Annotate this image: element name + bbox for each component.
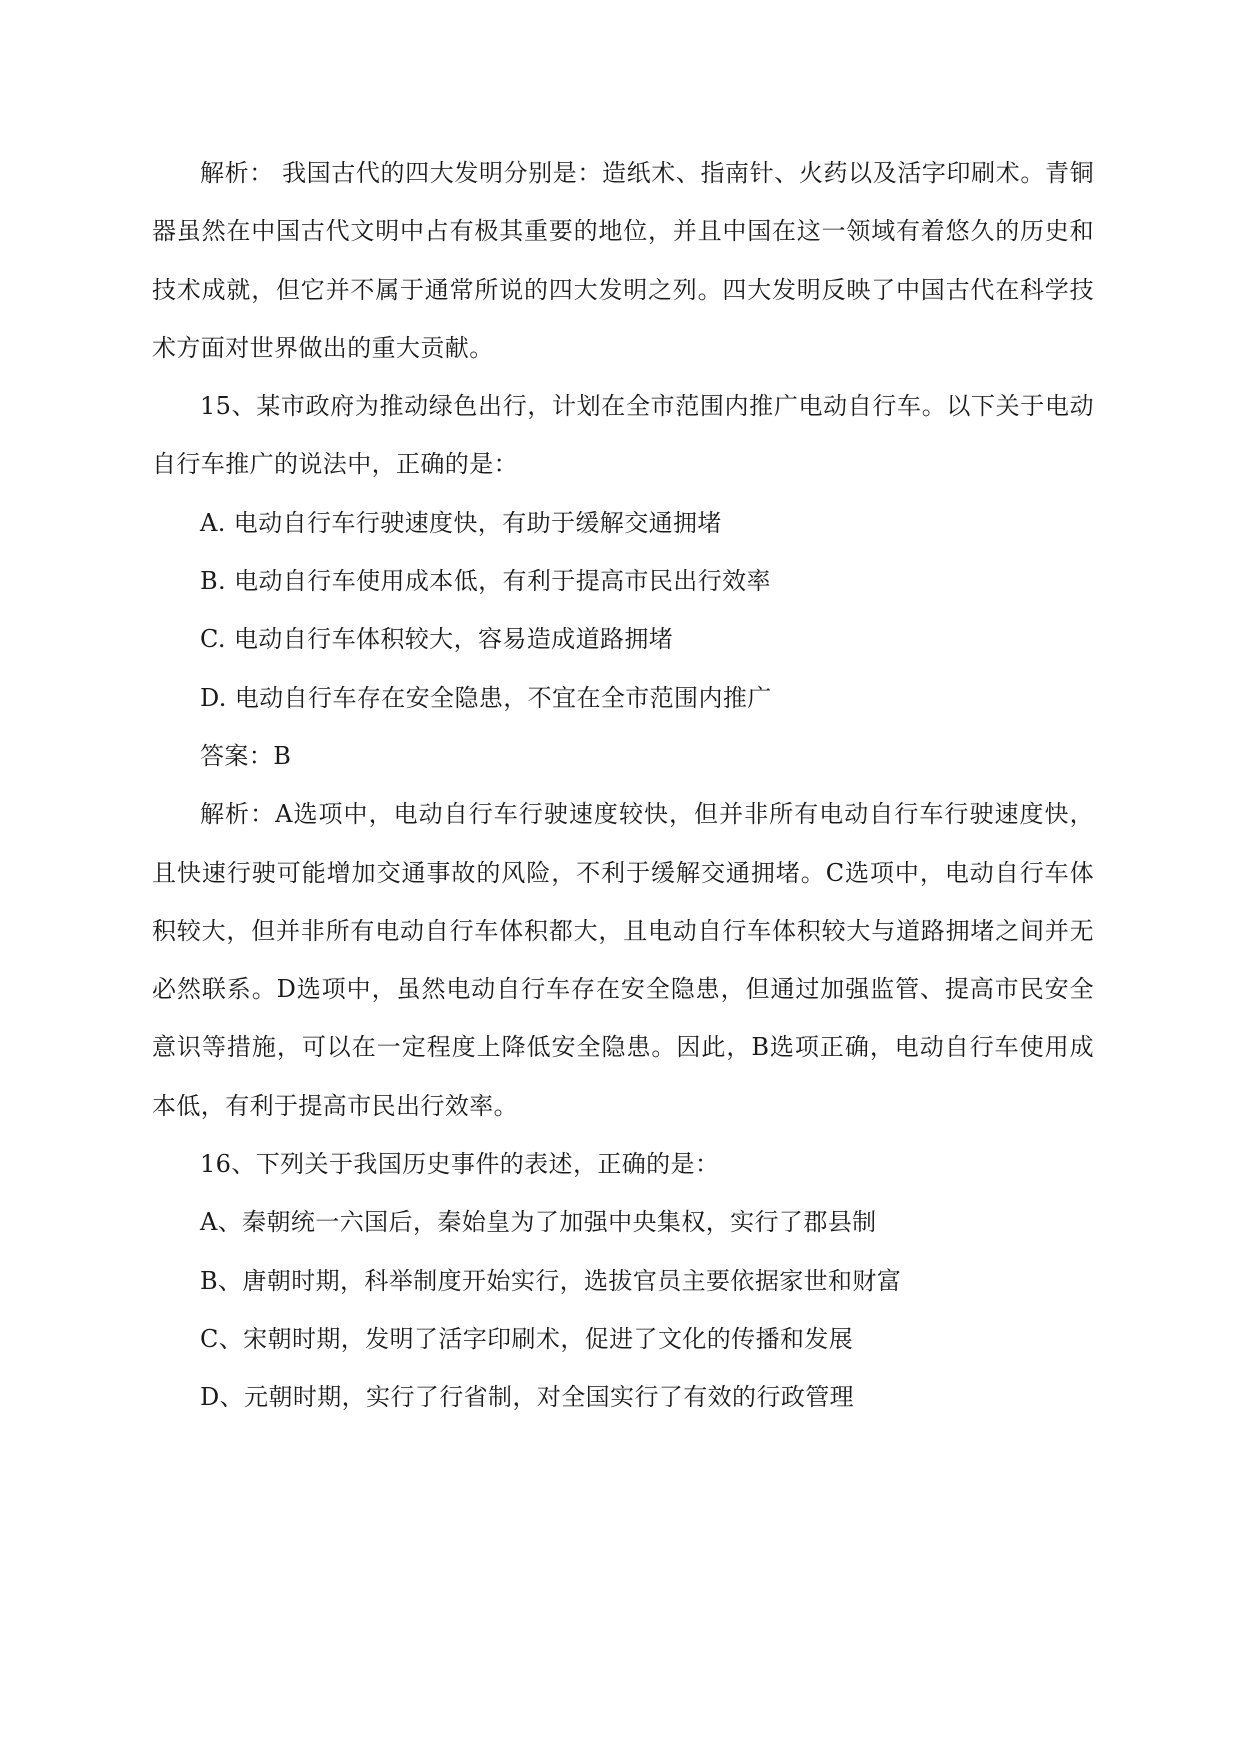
question-15-answer: 答案：B <box>200 741 292 770</box>
question-15-option-b: B. 电动自行车使用成本低，有利于提高市民出行效率 <box>200 567 771 596</box>
question-16-stem: 16、下列关于我国历史事件的表述，正确的是： <box>200 1150 720 1179</box>
analysis-paragraph-q15: 解析：A选项中，电动自行车行驶速度较快，但并非所有电动自行车行驶速度快，且快速行驶可能增加交通事故的风险，不利于缓解交通拥堵。C选项中，电动自行车体积较大，但并非所有电动自行车体积都大，且电动自行车体积较大与道路拥堵之间并无必然联系。D选项中，虽然电动自行车存在安全隐患，但通过加强监管、提高市民安全意识等措施，可以在一定程度上降低安全隐患。因此，B选项正确，电动自行车使用成本低，有利于提高市民出行效率。 <box>152 800 1094 1120</box>
question-16-option-c: C、宋朝时期，发明了活字印刷术，促进了文化的传播和发展 <box>200 1324 854 1353</box>
question-15-stem: 15、某市政府为推动绿色出行，计划在全市范围内推广电动自行车。以下关于电动自行车推广的说法中，正确的是： <box>152 392 1094 479</box>
question-16-option-a: A、秦朝统一六国后，秦始皇为了加强中央集权，实行了郡县制 <box>200 1208 877 1237</box>
question-15-option-d: D. 电动自行车存在安全隐患，不宜在全市范围内推广 <box>200 683 772 712</box>
analysis-paragraph-q14: 解析： 我国古代的四大发明分别是：造纸术、指南针、火药以及活字印刷术。青铜器虽然在中国古代文明中占有极其重要的地位，并且中国在这一领域有着悠久的历史和技术成就，但它并不属于通常所说的四大发明之列。四大发明反映了中国古代在科学技术方面对世界做出的重大贡献。 <box>152 159 1094 362</box>
question-16-option-d: D、元朝时期，实行了行省制，对全国实行了有效的行政管理 <box>200 1383 855 1412</box>
question-15-option-c: C. 电动自行车体积较大，容易造成道路拥堵 <box>200 625 674 654</box>
question-15-option-a: A. 电动自行车行驶速度快，有助于缓解交通拥堵 <box>200 508 722 537</box>
question-16-option-b: B、唐朝时期，科举制度开始实行，选拔官员主要依据家世和财富 <box>200 1266 902 1295</box>
document-body <box>152 144 1094 1427</box>
